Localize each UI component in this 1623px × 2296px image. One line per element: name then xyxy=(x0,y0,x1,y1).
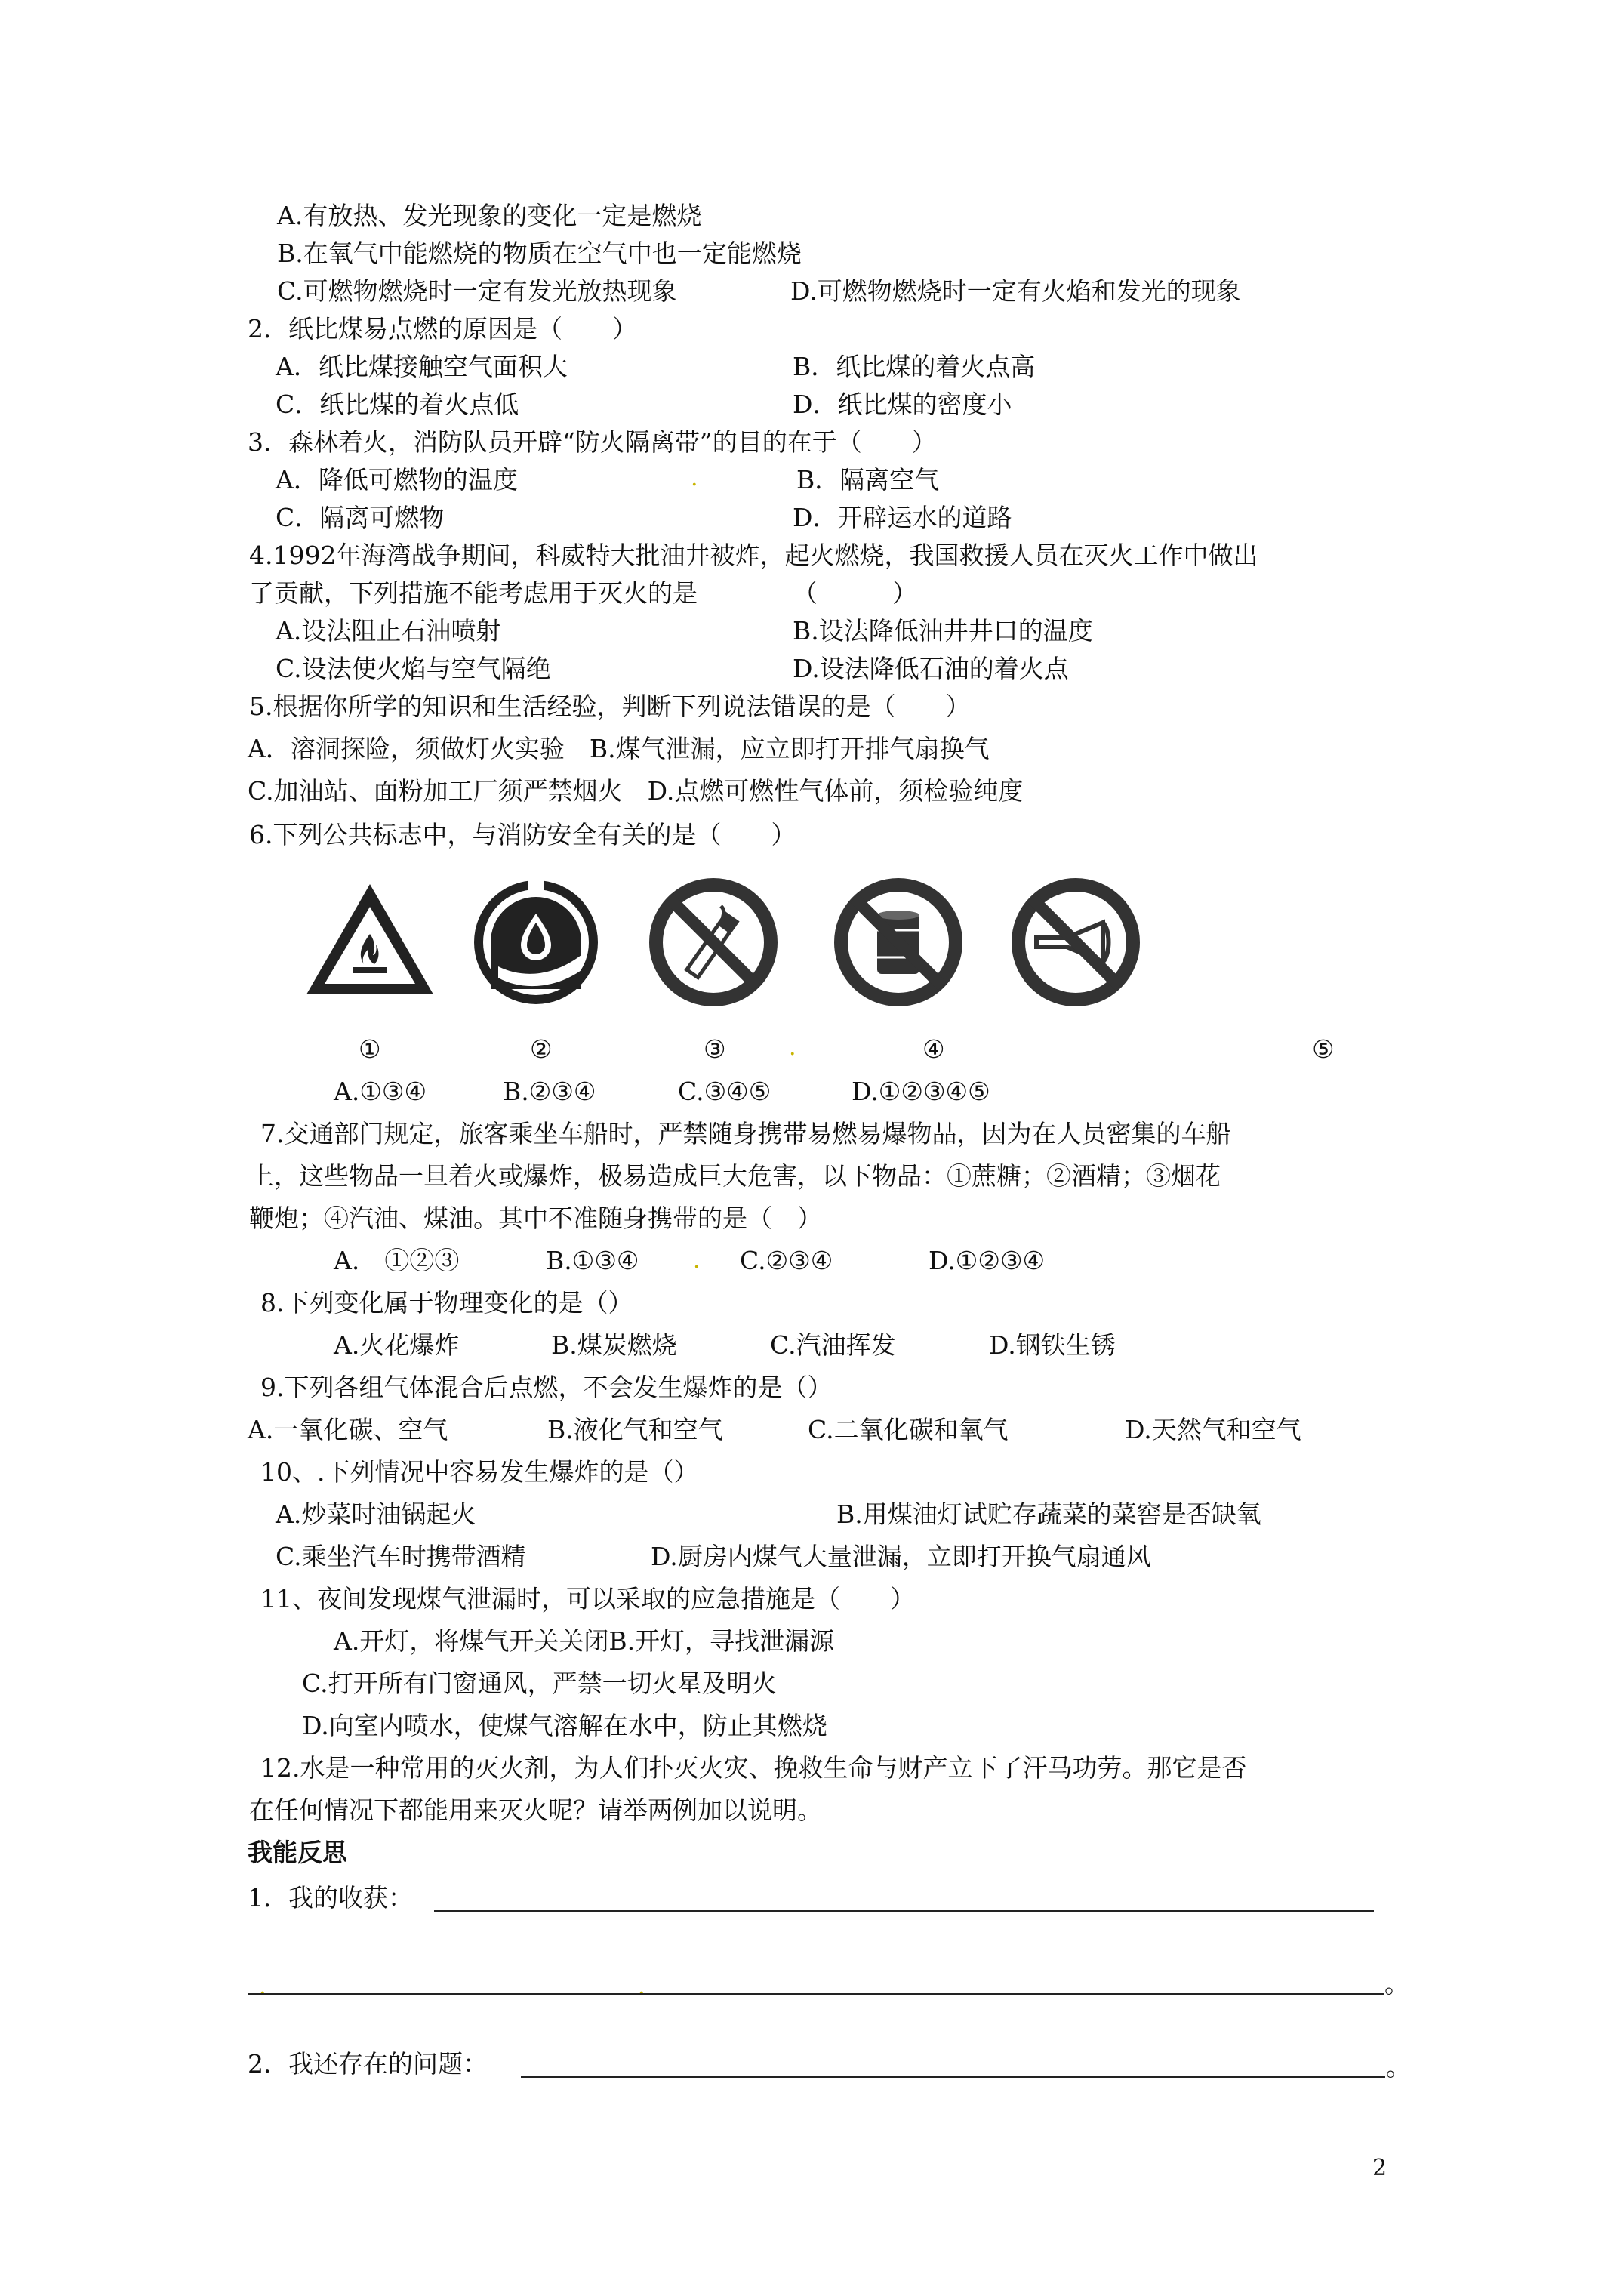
question-label: 2．我还存在的问题： xyxy=(248,2049,488,2079)
q9-stem: 9.下列各组气体混合后点燃，不会发生爆炸的是（） xyxy=(260,1373,833,1402)
q11-options-ab: A.开灯，将煤气开关关闭B.开灯，寻找泄漏源 xyxy=(334,1626,835,1656)
no-smoking-sign-icon xyxy=(645,876,781,1008)
q6-option-b: B.②③④ xyxy=(503,1077,596,1106)
q7-option-c: C.②③④ xyxy=(740,1246,833,1275)
q10-option-b: B.用煤油灯试贮存蔬菜的菜窖是否缺氧 xyxy=(836,1499,1261,1529)
q3-option-b: B．隔离空气 xyxy=(796,465,940,495)
stray-dot: . xyxy=(259,1974,266,2000)
stray-dot: . xyxy=(789,1034,796,1061)
q3-option-d: D．开辟运水的道路 xyxy=(793,503,1012,532)
period-mark: 。 xyxy=(1384,1969,1409,1999)
q3-option-c: C．隔离可燃物 xyxy=(276,503,445,532)
q1-option-d: D.可燃物燃烧时一定有火焰和发光的现象 xyxy=(790,276,1241,306)
water-saving-sign-icon xyxy=(468,876,604,1008)
q8-stem: 8.下列变化属于物理变化的是（） xyxy=(260,1288,633,1318)
q8-option-c: C.汽油挥发 xyxy=(770,1330,896,1360)
q10-option-a: A.炒菜时油锅起火 xyxy=(276,1499,476,1529)
q10-option-c: C.乘坐汽车时携带酒精 xyxy=(276,1542,526,1571)
q6-option-a: A.①③④ xyxy=(334,1077,427,1106)
no-honking-sign-icon xyxy=(1008,876,1144,1008)
reflection-heading: 我能反思 xyxy=(248,1838,347,1867)
q6-option-c: C.③④⑤ xyxy=(678,1077,771,1106)
sign-label-3: ③ xyxy=(704,1034,726,1064)
q6-option-d: D.①②③④⑤ xyxy=(852,1077,990,1106)
q4-stem-line1: 4.1992年海湾战争期间，科威特大批油井被炸，起火燃烧，我国救援人员在灭火工作中做出 xyxy=(249,541,1258,570)
sign-label-1: ① xyxy=(359,1034,381,1064)
q3-stem: 3．森林着火，消防队员开辟“防火隔离带”的目的在于（ ） xyxy=(248,427,937,457)
q10-option-d: D.厨房内煤气大量泄漏，立即打开换气扇通风 xyxy=(651,1542,1151,1571)
q12-stem-line2: 在任何情况下都能用来灭火呢？请举两例加以说明。 xyxy=(249,1795,822,1825)
sign-label-4: ④ xyxy=(922,1034,945,1064)
flammable-warning-sign-icon xyxy=(302,880,438,1000)
q7-stem-line1: 7.交通部门规定，旅客乘坐车船时，严禁随身携带易燃易爆物品，因为在人员密集的车船 xyxy=(260,1119,1231,1148)
q11-option-d: D.向室内喷水，使煤气溶解在水中，防止其燃烧 xyxy=(302,1711,827,1740)
q8-option-b: B.煤炭燃烧 xyxy=(551,1330,677,1360)
sign-label-5: ⑤ xyxy=(1312,1034,1335,1064)
q9-option-b: B.液化气和空气 xyxy=(547,1415,723,1444)
q11-option-c: C.打开所有门窗通风，严禁一切火星及明火 xyxy=(302,1669,777,1698)
q3-option-a: A．降低可燃物的温度 xyxy=(276,465,518,495)
q9-option-d: D.天然气和空气 xyxy=(1125,1415,1301,1444)
page-number: 2 xyxy=(1372,2155,1387,2181)
q5-options-cd: C.加油站、面粉加工厂须严禁烟火 D.点燃可燃性气体前，须检验纯度 xyxy=(248,776,1024,806)
question-answer-line[interactable] xyxy=(521,2076,1385,2078)
q9-option-a: A.一氧化碳、空气 xyxy=(248,1415,448,1444)
stray-dot: . xyxy=(691,465,698,492)
q1-option-c: C.可燃物燃烧时一定有发光放热现象 xyxy=(277,276,677,306)
gain-answer-line-1[interactable] xyxy=(434,1910,1374,1912)
q2-option-b: B．纸比煤的着火点高 xyxy=(793,352,1036,381)
q7-option-a: A. ①②③ xyxy=(334,1246,460,1275)
q2-option-a: A．纸比煤接触空气面积大 xyxy=(276,352,568,381)
q6-stem: 6.下列公共标志中，与消防安全有关的是（ ） xyxy=(249,820,796,849)
no-oil-drum-sign-icon xyxy=(830,876,966,1008)
q4-option-a: A.设法阻止石油喷射 xyxy=(276,616,501,646)
q4-answer-paren: （ ） xyxy=(793,578,917,608)
q7-option-d: D.①②③④ xyxy=(929,1246,1046,1275)
q1-option-b: B.在氧气中能燃烧的物质在空气中也一定能燃烧 xyxy=(277,239,802,268)
gain-answer-line-2[interactable] xyxy=(248,1993,1384,1995)
q2-option-d: D．纸比煤的密度小 xyxy=(793,390,1012,419)
q1-option-a: A.有放热、发光现象的变化一定是燃烧 xyxy=(277,201,702,230)
stray-dot: . xyxy=(693,1247,701,1274)
q7-stem-line3: 鞭炮；④汽油、煤油。其中不准随身携带的是（ ） xyxy=(249,1203,822,1233)
q10-stem: 10、.下列情况中容易发生爆炸的是（） xyxy=(260,1457,699,1487)
q5-options-ab: A．溶洞探险，须做灯火实验 B.煤气泄漏，应立即打开排气扇换气 xyxy=(248,734,990,763)
q9-option-c: C.二氧化碳和氧气 xyxy=(808,1415,1009,1444)
q4-option-c: C.设法使火焰与空气隔绝 xyxy=(276,654,551,683)
stray-dot: . xyxy=(638,1974,645,2000)
q8-option-d: D.钢铁生锈 xyxy=(989,1330,1116,1360)
sign-label-2: ② xyxy=(530,1034,553,1064)
q4-option-d: D.设法降低石油的着火点 xyxy=(793,654,1069,683)
q2-option-c: C．纸比煤的着火点低 xyxy=(276,390,519,419)
q2-stem: 2．纸比煤易点燃的原因是（ ） xyxy=(248,314,637,344)
q7-stem-line2: 上，这些物品一旦着火或爆炸，极易造成巨大危害，以下物品：①蔗糖；②酒精；③烟花 xyxy=(249,1161,1221,1191)
q7-option-b: B.①③④ xyxy=(546,1246,639,1275)
q4-stem-line2: 了贡献，下列措施不能考虑用于灭火的是 xyxy=(249,578,698,608)
q11-stem: 11、夜间发现煤气泄漏时，可以采取的应急措施是（ ） xyxy=(260,1584,915,1613)
q5-stem: 5.根据你所学的知识和生活经验，判断下列说法错误的是（ ） xyxy=(249,692,971,721)
q8-option-a: A.火花爆炸 xyxy=(334,1330,460,1360)
gain-label: 1．我的收获： xyxy=(248,1883,413,1912)
q12-stem-line1: 12.水是一种常用的灭火剂，为人们扑灭火灾、挽救生命与财产立下了汗马功劳。那它是否 xyxy=(260,1753,1247,1783)
q4-option-b: B.设法降低油井井口的温度 xyxy=(793,616,1093,646)
period-mark: 。 xyxy=(1386,2052,1411,2082)
